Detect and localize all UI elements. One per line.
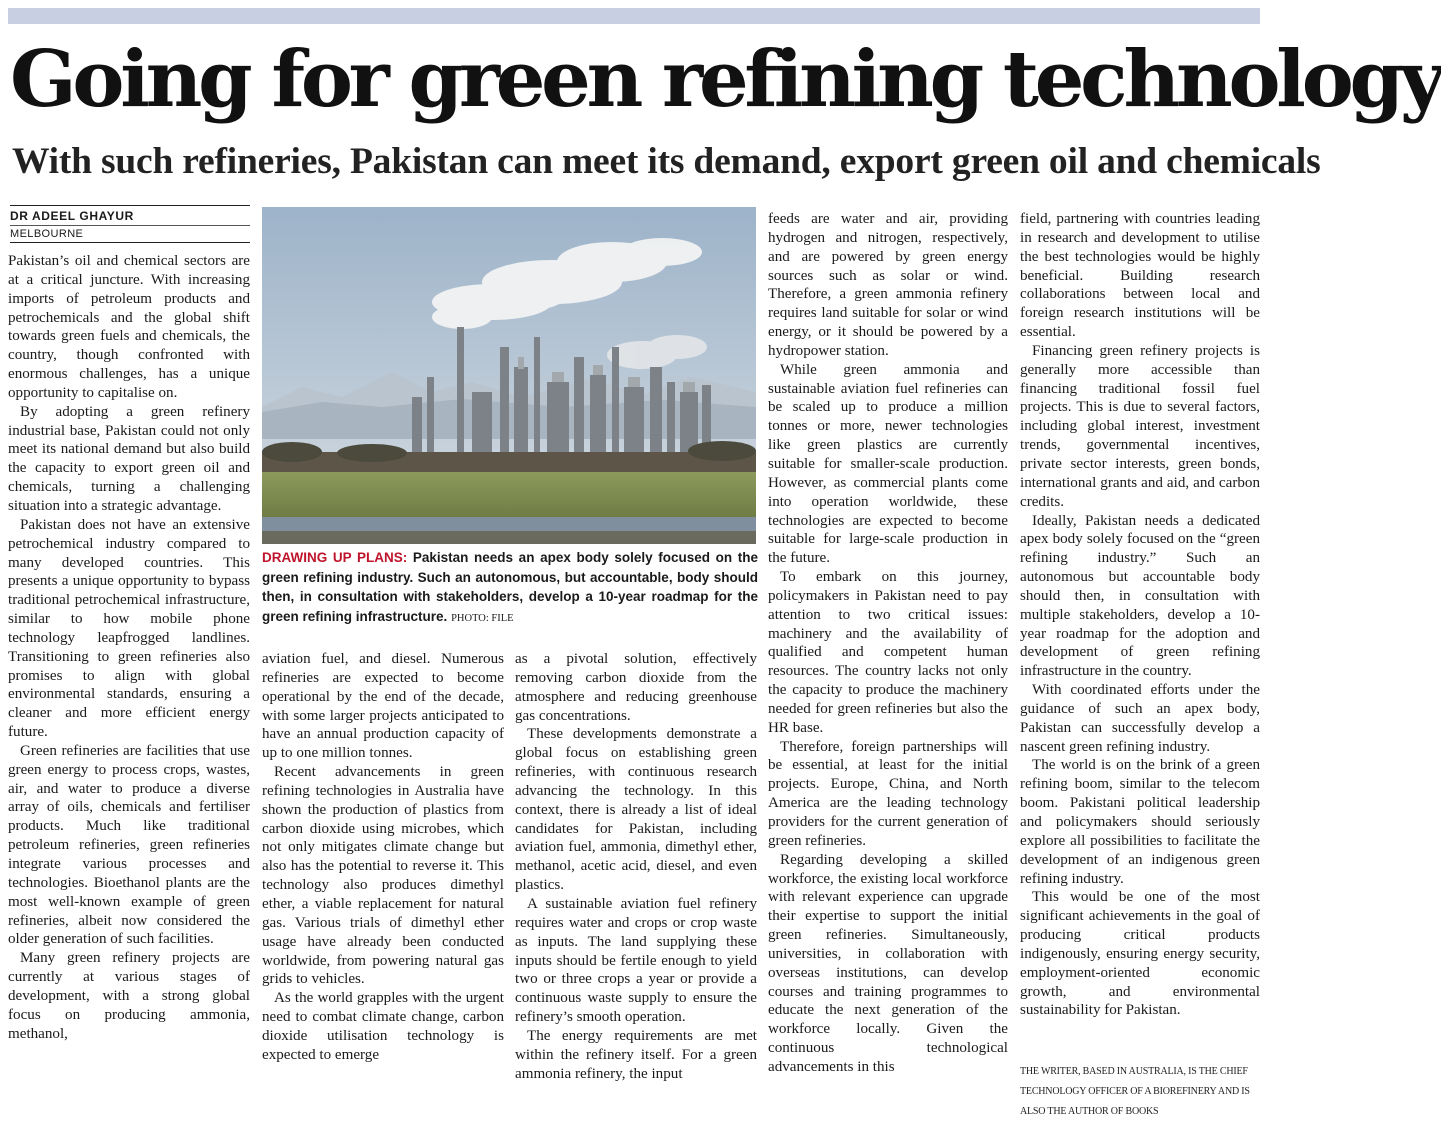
paragraph: The energy requirements are met within the refinery itself. For a green ammonia refinery, the input — [515, 1027, 757, 1082]
article-column-5 — [1020, 210, 1260, 1046]
paragraph: To embark on this journey, policymakers in Pakistan need to pay attention to two critical issues: machinery and the availability of qualified and competent human resources. The country lacks not only the capacity to produce the machinery needed for green refineries but also the HR base. — [768, 569, 1008, 736]
paragraph: Pakistan’s oil and chemical sectors are at a critical juncture. With increasing imports of petroleum products and petrochemicals and the global shift towards green fuels and chemicals, the country, though confronted with enormous challenges, has a unique opportunity to capitalise on. — [8, 253, 250, 401]
paragraph: While green ammonia and sustainable aviation fuel refineries can be scaled up to produce a million tonnes or more, newer technologies like green plastics are currently suitable for smaller-scale production. However, as commercial plants come into operation worldwide, these technologies are expected to become suitable for large-scale production in the future. — [768, 361, 1008, 567]
paragraph: Green refineries are facilities that use green energy to process crops, wastes, air, and water to produce a diverse array of oils, chemicals and fertiliser products. Much like traditional petroleum refineries, green refineries integrate various processes and technologies. Bioethanol plants are the most well-known example of green refineries, albeit now considered the older generation of such facilities. — [8, 742, 250, 948]
byline — [10, 205, 250, 243]
photo-credit: PHOTO: FILE — [451, 612, 514, 624]
paragraph: Recent advancements in green refining technologies in Australia have shown the production of plastics from carbon dioxide using microbes, which not only mitigates climate change but also has the potential to reverse it. This technology also produces dimethyl ether, a viable replacement for natural gas. Various trials of dimethyl ether usage have already been conducted worldwide, from powering natural gas grids to vehicles. — [262, 764, 504, 988]
paragraph: This would be one of the most significant achievements in the goal of producing critical products indigenously, ensuring energy security, employment-oriented economic growth, and environmental sustainability for Pakistan. — [1020, 889, 1260, 1019]
paragraph: Therefore, foreign partnerships will be essential, at least for the initial projects. Europe, China, and North America are the leading technology providers for the current generation of green refineries. — [768, 738, 1008, 849]
paragraph: feeds are water and air, providing hydrogen and nitrogen, respectively, and are powered by green energy sources such as solar or wind. Therefore, a green ammonia refinery requires land suitable for solar or wind energy, or it should be powered by a hydropower station. — [768, 211, 1008, 359]
author-note: THE WRITER, BASED IN AUSTRALIA, IS THE CHIEF TECHNOLOGY OFFICER OF A BIOREFINERY AND IS ALSO THE AUTHOR OF BOOKS — [1020, 1066, 1250, 1117]
paragraph: as a pivotal solution, effectively removing carbon dioxide from the atmosphere and reducing greenhouse gas concentrations. — [515, 651, 757, 724]
paragraph: field, partnering with countries leading in research and development to utilise the best technologies would be highly beneficial. Building research collaborations between local and foreign research institutions will be essential. — [1020, 211, 1260, 341]
paragraph: A sustainable aviation fuel refinery requires water and crops or crop waste as inputs. The land supplying these inputs should be fertile enough to yield two or three crops a year or provide a continuous waste supply to ensure the refinery’s smooth operation. — [515, 895, 757, 1026]
paragraph: The world is on the brink of a green refining boom, similar to the telecom boom. Pakistani political leadership and policymakers should seriously explore all possibilities to facilitate the development of an indigenous green refining industry. — [1020, 757, 1260, 887]
headline: Going for green refining technology — [10, 34, 1441, 125]
subheadline: With such refineries, Pakistan can meet its demand, export green oil and chemicals — [12, 141, 1321, 182]
caption-label: DRAWING UP PLANS: — [262, 550, 408, 565]
article-column-3 — [515, 650, 757, 1120]
article-column-4 — [768, 210, 1008, 1122]
paragraph: Ideally, Pakistan needs a dedicated apex body solely focused on the “green refining industry.” Such an autonomous but accountable body should then, in consultation with multiple stakeholders, develop a 10-year roadmap for the adoption and development of green refining infrastructure in the country. — [1020, 512, 1260, 680]
article-column-2 — [262, 650, 504, 1120]
article-column-1 — [8, 252, 250, 1122]
paragraph: Many green refinery projects are currently at various stages of development, with a strong global focus on producing ammonia, methanol, — [8, 950, 250, 1042]
paragraph: By adopting a green refinery industrial base, Pakistan could not only meet its national demand but also build the capacity to export green oil and chemicals, turning a challenging situation into a strategic advantage. — [8, 403, 250, 514]
paragraph: As the world grapples with the urgent need to combat climate change, carbon dioxide utilisation technology is expected to emerge — [262, 990, 504, 1063]
paragraph: Regarding developing a skilled workforce, the existing local workforce with relevant experience can upgrade their expertise to support the initial green refineries. Simultaneously, universities, in collaboration with overseas institutions, can develop courses and training programmes to educate the next generation of the workforce locally. Given the continuous technological advancements in this — [768, 851, 1008, 1075]
paragraph: Financing green refinery projects is generally more accessible than financing traditional fossil fuel projects. This is due to several factors, including global interest, investment trends, governmental incentives, private sector interests, green bonds, international grants and aid, and carbon credits. — [1020, 342, 1260, 510]
refinery-photo — [262, 207, 756, 544]
paragraph: These developments demonstrate a global focus on establishing green refineries, with continuous research advancing the technology. In this context, there is already a list of ideal candidates for Pakistan, including aviation fuel, ammonia, dimethyl ether, methanol, acetic acid, diesel, and even plastics. — [515, 726, 757, 894]
author-location: MELBOURNE — [10, 226, 250, 243]
caption-text: Pakistan needs an apex body solely focused on the green refining industry. Such an autonomous, but accountable, body should then, in consultation with stakeholders, develop a 10-year roadmap for the green refining infrastructure. — [262, 550, 758, 624]
photo-caption — [262, 548, 758, 628]
paragraph: aviation fuel, and diesel. Numerous refineries are expected to become operational by the end of the decade, with some larger projects anticipated to have an annual production capacity of up to one million tonnes. — [262, 651, 504, 762]
paragraph: Pakistan does not have an extensive petrochemical industry compared to many developed countries. This presents a unique opportunity to bypass traditional petrochemical infrastructure, similar to how mobile phone technology leapfrogged landlines. Transitioning to green refineries also promises to align with global environmental standards, ensuring a cleaner and more efficient energy future. — [8, 516, 250, 741]
header-bar — [8, 8, 1260, 24]
author-name: DR ADEEL GHAYUR — [10, 206, 250, 226]
paragraph: With coordinated efforts under the guidance of such an apex body, Pakistan can successfully develop a nascent green refining industry. — [1020, 682, 1260, 755]
